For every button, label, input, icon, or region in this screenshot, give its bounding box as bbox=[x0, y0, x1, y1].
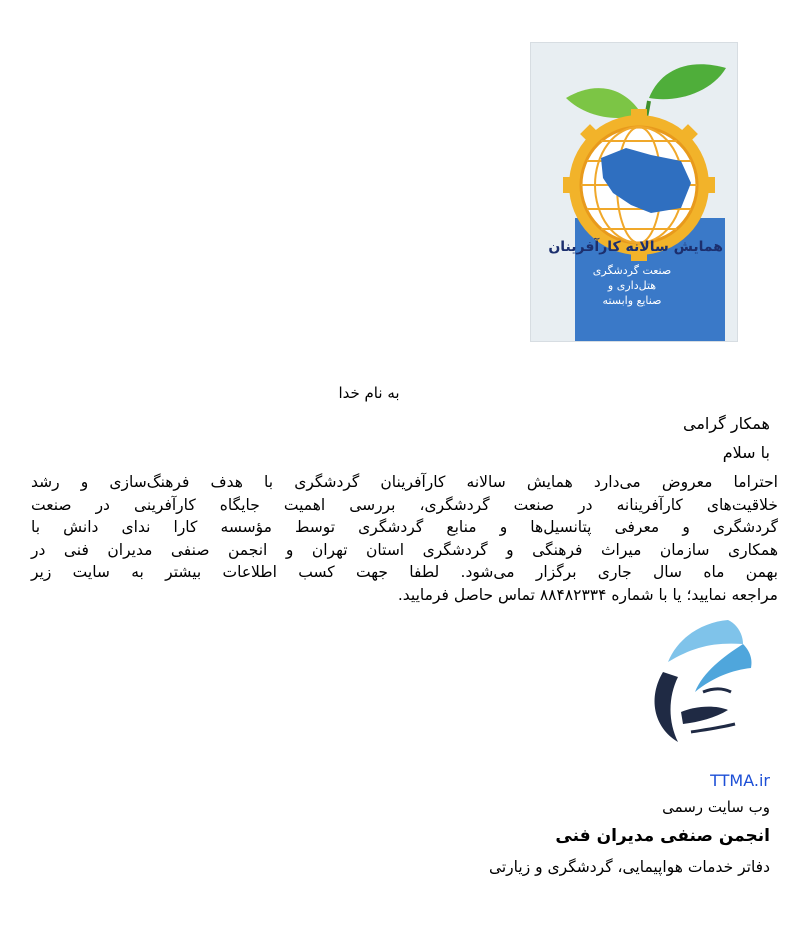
poster-subtitle-line: صنعت گردشگری bbox=[592, 264, 672, 277]
body-line: گردشگری و معرفی پتانسیل‌ها و منابع گردشگری توسط مؤسسه کارا ندای دانش با bbox=[31, 518, 778, 537]
organization-name: انجمن صنفی مدیران فنی bbox=[555, 826, 770, 846]
body-line: بهمن ماه سال جاری برگزار می‌شود. لطفا جهت کسب اطلاعات بیشتر به سایت زیر bbox=[31, 563, 778, 582]
website-link[interactable]: TTMA.ir bbox=[710, 771, 770, 790]
greeting: همکار گرامی bbox=[682, 414, 770, 433]
offices-line: دفاتر خدمات هواپیمایی، گردشگری و زیارتی bbox=[488, 858, 770, 876]
letter-body bbox=[31, 471, 778, 607]
poster-subtitle-line: صنایع وابسته bbox=[602, 294, 662, 307]
bismillah-heading: به نام خدا bbox=[338, 384, 400, 402]
body-line: احتراما معروض می‌دارد همایش سالانه کارآفرینان گردشگری با هدف فرهنگ‌سازی و رشد bbox=[31, 473, 778, 491]
body-line: همکاری سازمان میراث فرهنگی و گردشگری استان تهران و انجمن صنفی مدیران فنی در bbox=[31, 540, 778, 559]
event-poster bbox=[530, 42, 738, 342]
logo-emblem-icon bbox=[633, 612, 758, 752]
body-line: مراجعه نمایید؛ یا با شماره ۸۸۴۸۲۳۳۴ تماس حاصل فرمایید. bbox=[397, 585, 778, 604]
poster-subtitle bbox=[577, 263, 687, 308]
association-logo bbox=[633, 612, 758, 752]
poster-title: همایش سالانه کارآفرینان bbox=[548, 239, 723, 255]
poster-subtitle-line: هتل‌داری و bbox=[607, 279, 657, 292]
salutation: با سلام bbox=[722, 443, 770, 462]
website-label: وب سایت رسمی bbox=[662, 798, 770, 816]
body-line: خلاقیت‌های کارآفرینانه در صنعت گردشگری، بررسی اهمیت جایگاه کارآفرینی در صنعت bbox=[31, 495, 778, 514]
